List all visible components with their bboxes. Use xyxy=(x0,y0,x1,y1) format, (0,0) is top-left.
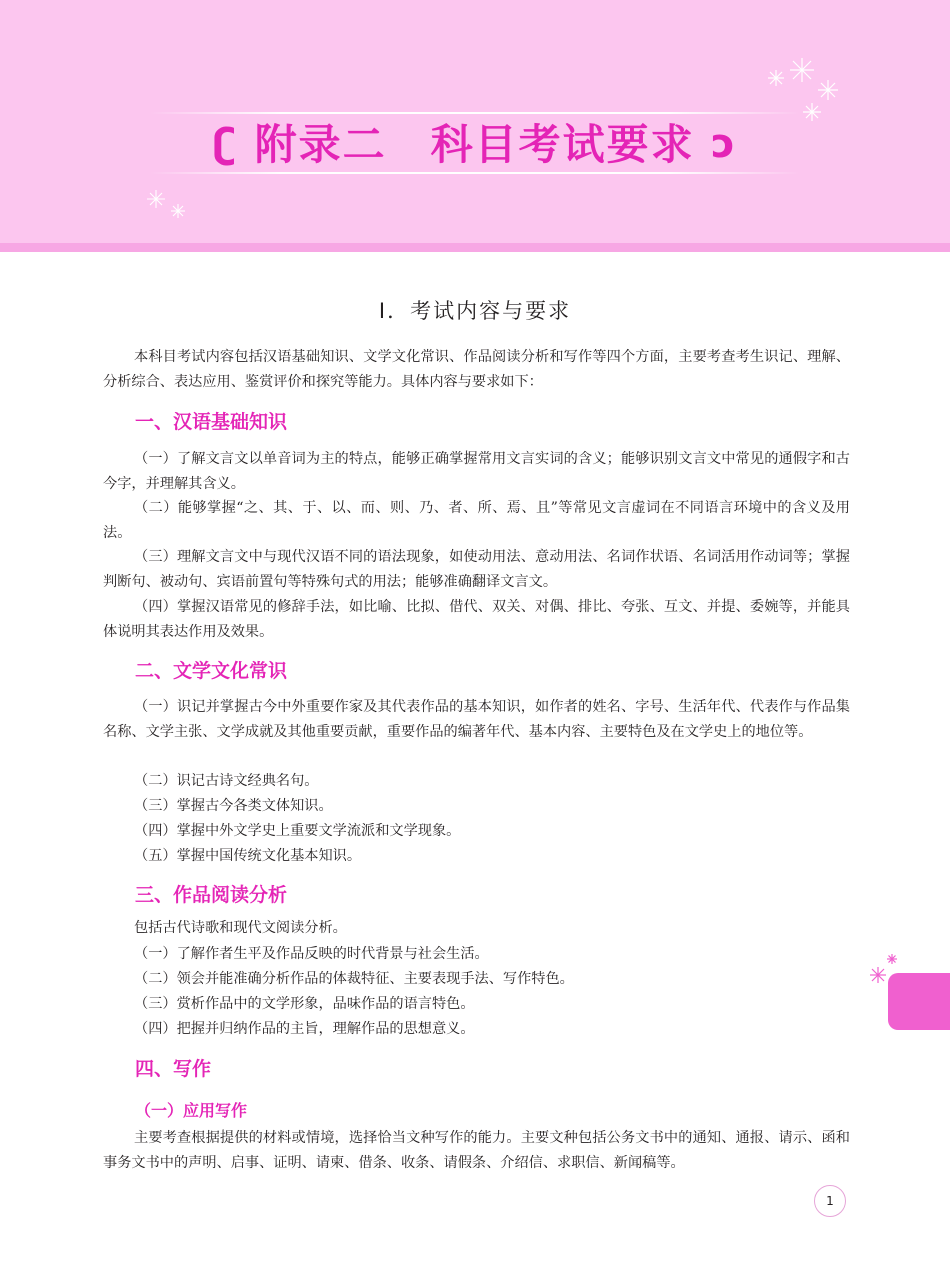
list-item: 包括古代诗歌和现代文阅读分析。 xyxy=(134,920,347,936)
list-item: （五）掌握中国传统文化基本知识。 xyxy=(134,848,362,864)
title-subject: 科目考试要求 xyxy=(430,120,695,169)
list-item: （三）掌握古今各类文体知识。 xyxy=(134,798,333,814)
page-title xyxy=(0,112,950,172)
side-tab xyxy=(888,973,950,1030)
swirl-right-icon: ɔ xyxy=(711,121,737,167)
list-item: （一）了解文言文以单音词为主的特点，能够正确掌握常用文言实词的含义；能够识别文言文中常见的通假字和古今字，并理解其含义。 xyxy=(103,451,850,492)
page-number: 1 xyxy=(814,1185,846,1217)
section-heading: Ⅰ．考试内容与要求 xyxy=(378,299,572,323)
part-heading: 二、文学文化常识 xyxy=(135,660,288,682)
intro-paragraph: 本科目考试内容包括汉语基础知识、文学文化常识、作品阅读分析和写作等四个方面，主要考查考生识记、理解、分析综合、表达应用、鉴赏评价和探究等能力。具体内容与要求如下： xyxy=(103,349,850,390)
flower-decoration-icon xyxy=(140,185,195,225)
list-item: （二）领会并能准确分析作品的体裁特征、主要表现手法、写作特色。 xyxy=(134,971,574,987)
part-heading: 一、汉语基础知识 xyxy=(135,411,288,433)
subsection-heading: （一）应用写作 xyxy=(135,1101,248,1120)
list-item: 主要考查根据提供的材料或情境，选择恰当文种写作的能力。主要文种包括公务文书中的通知、通报、请示、函和事务文书中的声明、启事、证明、请柬、借条、收条、请假条、介绍信、求职信、新闻稿等。 xyxy=(103,1130,850,1171)
list-item: （三）赏析作品中的文学形象，品味作品的语言特色。 xyxy=(134,996,475,1012)
list-item: （三）理解文言文中与现代汉语不同的语法现象，如使动用法、意动用法、名词作状语、名词活用作动词等；掌握判断句、被动句、宾语前置句等特殊句式的用法；能够准确翻译文言文。 xyxy=(103,549,850,590)
list-item: （一）识记并掌握古今中外重要作家及其代表作品的基本知识，如作者的姓名、字号、生活年代、代表作与作品集名称、文学主张、文学成就及其他重要贡献，重要作品的编著年代、基本内容、主要特色及在文学史上的地位等。 xyxy=(103,699,850,740)
title-rule-bottom xyxy=(150,172,800,174)
list-item: （四）把握并归纳作品的主旨，理解作品的思想意义。 xyxy=(134,1021,475,1037)
list-item: （二）识记古诗文经典名句。 xyxy=(134,773,319,789)
part-heading: 三、作品阅读分析 xyxy=(135,884,288,906)
list-item: （二）能够掌握“之、其、于、以、而、则、乃、者、所、焉、且”等常见文言虚词在不同语言环境中的含义及用法。 xyxy=(103,500,850,541)
part-heading: 四、写作 xyxy=(135,1058,212,1080)
banner-border xyxy=(0,243,950,252)
swirl-left-icon: ʗ xyxy=(213,121,238,167)
list-item: （一）了解作者生平及作品反映的时代背景与社会生活。 xyxy=(134,946,489,962)
list-item: （四）掌握汉语常见的修辞手法，如比喻、比拟、借代、双关、对偶、排比、夸张、互文、并提、委婉等，并能具体说明其表达作用及效果。 xyxy=(103,599,850,640)
list-item: （四）掌握中外文学史上重要文学流派和文学现象。 xyxy=(134,823,461,839)
title-appendix: 附录二 xyxy=(254,120,387,169)
